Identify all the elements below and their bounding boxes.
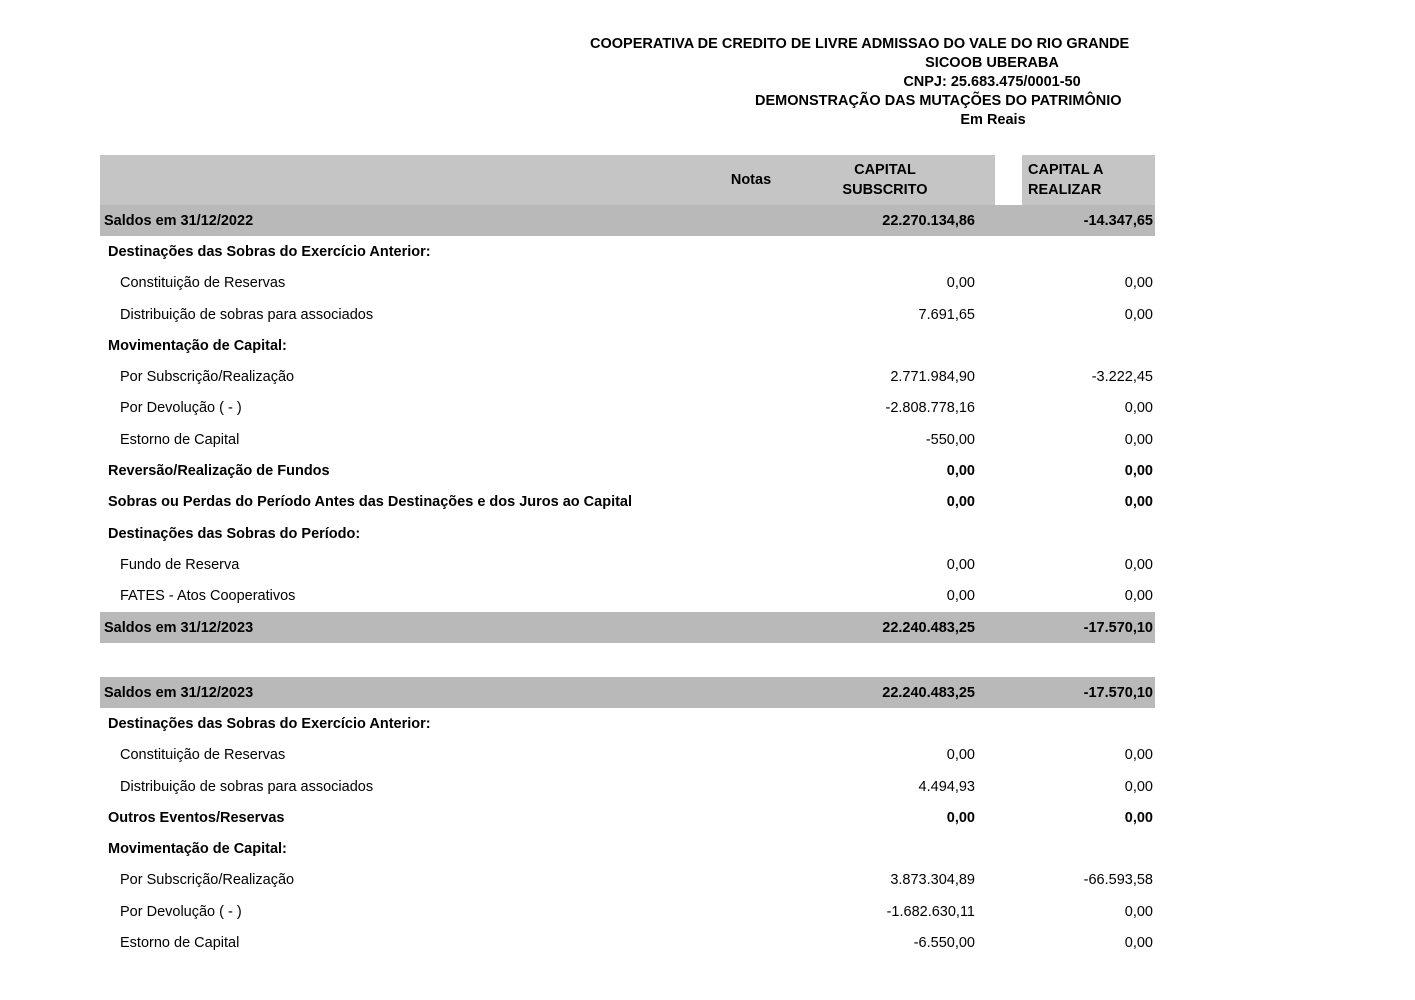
table-row xyxy=(100,802,1155,833)
row-label: Saldos em 31/12/2023 xyxy=(104,684,254,701)
capital-subscrito-value: -2.808.778,16 xyxy=(885,400,975,417)
column-header-line: CAPITAL A xyxy=(1028,162,1104,178)
capital-a-realizar-value: -3.222,45 xyxy=(1091,369,1153,386)
capital-a-realizar-value: 0,00 xyxy=(1124,556,1153,573)
table-row xyxy=(100,268,1155,299)
capital-a-realizar-value: -17.570,10 xyxy=(1083,684,1153,701)
capital-subscrito-value: 0,00 xyxy=(946,275,975,292)
capital-subscrito-value: 3.873.304,89 xyxy=(890,872,975,889)
capital-a-realizar-value: 0,00 xyxy=(1124,903,1153,920)
capital-subscrito-value: 0,00 xyxy=(946,494,975,511)
table-row xyxy=(100,740,1155,771)
statement-table-2023 xyxy=(100,155,1155,643)
table-row-section xyxy=(100,708,1155,739)
table-row xyxy=(100,299,1155,330)
table-row xyxy=(100,393,1155,424)
capital-a-realizar-value: 0,00 xyxy=(1124,463,1153,480)
row-label: Constituição de Reservas xyxy=(120,747,286,764)
capital-subscrito-value: 22.240.483,25 xyxy=(882,684,975,701)
row-label: Fundo de Reserva xyxy=(120,556,240,573)
capital-subscrito-value: -550,00 xyxy=(925,431,975,448)
row-label: Estorno de Capital xyxy=(120,935,240,952)
table-row xyxy=(100,581,1155,612)
table-row xyxy=(100,896,1155,927)
table-row-section xyxy=(100,518,1155,549)
row-label: Destinações das Sobras do Exercício Anterior: xyxy=(108,715,431,732)
table-row xyxy=(100,865,1155,896)
table-header xyxy=(100,155,1155,205)
table-row xyxy=(100,927,1155,958)
row-label: Destinações das Sobras do Período: xyxy=(108,525,361,542)
capital-a-realizar-value: -14.347,65 xyxy=(1083,212,1153,229)
table-row-section xyxy=(100,833,1155,864)
capital-subscrito-value: 2.771.984,90 xyxy=(890,369,975,386)
row-label: Constituição de Reservas xyxy=(120,275,286,292)
table-row-saldos xyxy=(100,612,1155,643)
row-label: Por Devolução ( - ) xyxy=(120,903,242,920)
capital-a-realizar-value: -66.593,58 xyxy=(1083,872,1153,889)
row-label: Por Subscrição/Realização xyxy=(120,872,295,889)
capital-a-realizar-value: 0,00 xyxy=(1124,778,1153,795)
table-row xyxy=(100,455,1155,486)
row-label: Por Devolução ( - ) xyxy=(120,400,242,417)
capital-subscrito-value: 4.494,93 xyxy=(918,778,975,795)
capital-subscrito-value: 22.240.483,25 xyxy=(882,619,975,636)
table-row xyxy=(100,771,1155,802)
capital-a-realizar-value: -17.570,10 xyxy=(1083,619,1153,636)
capital-subscrito-value: 7.691,65 xyxy=(918,306,975,323)
row-label: Sobras ou Perdas do Período Antes das Destinações e dos Juros ao Capital xyxy=(108,494,633,511)
column-header-capital-subscrito xyxy=(805,160,965,200)
capital-a-realizar-value: 0,00 xyxy=(1124,747,1153,764)
currency-note: Em Reais xyxy=(960,112,1026,128)
capital-subscrito-value: -6.550,00 xyxy=(913,935,975,952)
header-column-gap xyxy=(995,155,1022,205)
table-row-saldos xyxy=(100,205,1155,236)
table-row-saldos xyxy=(100,677,1155,708)
row-label: Saldos em 31/12/2023 xyxy=(104,619,254,636)
capital-a-realizar-value: 0,00 xyxy=(1124,275,1153,292)
table-row xyxy=(100,549,1155,580)
row-label: Movimentação de Capital: xyxy=(108,337,287,354)
statement-table-2024 xyxy=(100,677,1155,959)
table-row xyxy=(100,487,1155,518)
capital-a-realizar-value: 0,00 xyxy=(1124,809,1153,826)
row-label: Destinações das Sobras do Exercício Anterior: xyxy=(108,243,431,260)
column-header-notas: Notas xyxy=(730,172,772,188)
row-label: Outros Eventos/Reservas xyxy=(108,809,285,826)
capital-subscrito-value: 0,00 xyxy=(946,556,975,573)
table-row xyxy=(100,424,1155,455)
capital-a-realizar-value: 0,00 xyxy=(1124,588,1153,605)
capital-subscrito-value: 0,00 xyxy=(946,809,975,826)
table-row-section xyxy=(100,330,1155,361)
capital-a-realizar-value: 0,00 xyxy=(1124,400,1153,417)
row-label: Distribuição de sobras para associados xyxy=(120,778,374,795)
capital-a-realizar-value: 0,00 xyxy=(1124,935,1153,952)
row-label: Estorno de Capital xyxy=(120,431,240,448)
column-header-line: REALIZAR xyxy=(1028,182,1102,198)
report-title: DEMONSTRAÇÃO DAS MUTAÇÕES DO PATRIMÔNIO xyxy=(755,93,1122,109)
capital-subscrito-value: -1.682.630,11 xyxy=(886,903,975,920)
column-header-line: CAPITAL xyxy=(854,162,916,178)
capital-subscrito-value: 22.270.134,86 xyxy=(882,212,975,229)
capital-subscrito-value: 0,00 xyxy=(946,463,975,480)
row-label: Reversão/Realização de Fundos xyxy=(108,463,330,480)
branch-name: SICOOB UBERABA xyxy=(925,55,1059,71)
table-row-section xyxy=(100,236,1155,267)
row-label: FATES - Atos Cooperativos xyxy=(120,588,296,605)
row-label: Por Subscrição/Realização xyxy=(120,369,295,386)
row-label: Distribuição de sobras para associados xyxy=(120,306,374,323)
row-label: Saldos em 31/12/2022 xyxy=(104,212,254,229)
capital-subscrito-value: 0,00 xyxy=(946,588,975,605)
capital-a-realizar-value: 0,00 xyxy=(1124,306,1153,323)
capital-a-realizar-value: 0,00 xyxy=(1124,494,1153,511)
company-name: COOPERATIVA DE CREDITO DE LIVRE ADMISSAO DO VALE DO RIO GRANDE xyxy=(590,36,1130,52)
column-header-capital-a-realizar xyxy=(1028,160,1103,200)
cnpj: CNPJ: 25.683.475/0001-50 xyxy=(903,74,1081,90)
capital-subscrito-value: 0,00 xyxy=(946,747,975,764)
column-header-line: SUBSCRITO xyxy=(842,182,928,198)
capital-a-realizar-value: 0,00 xyxy=(1124,431,1153,448)
table-row xyxy=(100,361,1155,392)
row-label: Movimentação de Capital: xyxy=(108,841,287,858)
